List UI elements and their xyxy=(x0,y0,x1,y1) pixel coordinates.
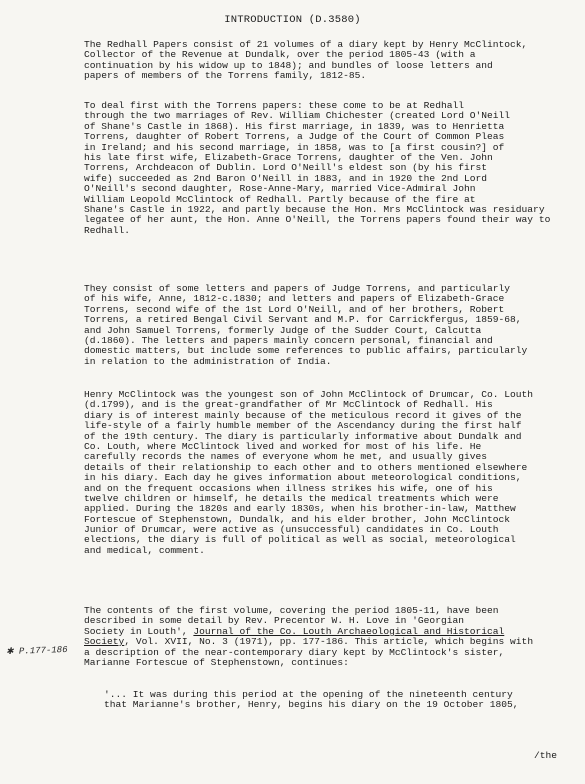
text-line: O'Neill's second daughter, Rose-Anne-Mary, married Vice-Admiral John xyxy=(84,183,476,195)
text-line: elections, the diary is full of political as well as social, meteorological xyxy=(84,534,516,546)
text-line: (d.1860). The letters and papers mainly concern personal, financial and xyxy=(84,334,493,346)
text-line: Shane's Castle in 1922, and partly because the Hon. Mrs McClintock was residuary xyxy=(84,203,545,215)
text-line: Torrens, Archdeacon of Dublin. Lord O'Neill's eldest son (by his first xyxy=(84,162,488,174)
text-line: domestic matters, but include some references to public affairs, particularly xyxy=(84,345,528,357)
text-line: of his wife, Anne, 1812-c.1830; and letters and papers of Elizabeth-Grace xyxy=(84,293,505,305)
text-line: details of their relationship to each other and to others mentioned elsewhere xyxy=(84,461,528,473)
handwritten-margin-note: ✱ P.177-186 xyxy=(5,644,68,658)
text-line: Marianne Fortescue of Stephenstown, continues: xyxy=(84,656,349,668)
text-line: and John Samuel Torrens, formerly Judge of the Sudder Court, Calcutta xyxy=(84,324,482,336)
text-line: They consist of some letters and papers of Judge Torrens, and particularly xyxy=(84,283,511,294)
text-line: twelve children or himself, he details the medical treatments which were xyxy=(84,492,499,504)
text-span: Society in Louth', xyxy=(84,625,194,637)
text-line: Torrens, daughter of Robert Torrens, a Judge of the Court of Common Pleas xyxy=(84,131,505,143)
journal-title: Society xyxy=(84,636,125,648)
page-continuation-mark: /the xyxy=(533,750,557,761)
text-line: legatee of her aunt, the Hon. Anne O'Neill, the Torrens papers found their way to xyxy=(84,214,551,226)
text-line: Co. Louth, where McClintock lived and worked for most of his life. He xyxy=(84,440,482,452)
text-line: '... It was during this period at the opening of the nineteenth century xyxy=(104,689,513,700)
text-line: that Marianne's brother, Henry, begins his diary on the 19 October 1805, xyxy=(104,699,519,711)
text-line: and on the frequent occasions when illness strikes his wife, one of his xyxy=(84,482,493,494)
quoted-passage xyxy=(104,690,574,711)
text-line: Collector of the Revenue at Dundalk, over the period 1805-43 (with a xyxy=(84,49,476,61)
text-line: life-style of a fairly humble member of the Ascendancy during the first half xyxy=(84,420,522,432)
paragraph-first-volume xyxy=(84,606,574,668)
text-line: described in some detail by Rev. Precentor W. H. Love in 'Georgian xyxy=(84,615,464,627)
text-line: William Leopold McClintock of Redhall. Partly because of the fire at xyxy=(84,193,476,205)
text-line: in relation to the administration of India. xyxy=(84,355,332,367)
text-line: in his diary. Each day he gives information about meteorological conditions, xyxy=(84,472,522,484)
journal-title: Journal of the Co. Louth Archaeological and Historical xyxy=(193,625,505,637)
text-line: wife) succeeded as 2nd Baron O'Neill in 1883, and in 1920 the 2nd Lord xyxy=(84,172,488,184)
text-line: continuation by his widow up to 1848); and bundles of loose letters and xyxy=(84,59,493,71)
text-line: Torrens, a retired Bengal Civil Servant and M.P. for Carrickfergus, 1859-68, xyxy=(84,314,522,326)
text-line: The contents of the first volume, covering the period 1805-11, have been xyxy=(84,605,499,616)
text-line: Junior of Drumcar, were active as (unsuccessful) candidates in Co. Louth xyxy=(84,524,499,536)
text-line: papers of members of the Torrens family, 1812-85. xyxy=(84,70,367,82)
paragraph-overview xyxy=(84,40,574,82)
text-line: and medical, comment. xyxy=(84,544,205,556)
text-line: Fortescue of Stephenstown, Dundalk, and his elder brother, John McClintock xyxy=(84,513,511,525)
text-line: through the two marriages of Rev. William Chichester (created Lord O'Neill xyxy=(84,110,511,122)
text-line: (d.1799), and is the great-grandfather of Mr McClintock of Redhall. His xyxy=(84,399,493,411)
text-line: of the 19th century. The diary is particularly informative about Dundalk and xyxy=(84,430,522,442)
text-line: a description of the near-contemporary diary kept by McClintock's sister, xyxy=(84,646,505,658)
paragraph-torrens-contents xyxy=(84,284,574,367)
text-line: carefully records the names of everyone whom he met, and usually gives xyxy=(84,451,488,463)
text-line: applied. During the 1820s and early 1830s, when his brother-in-law, Matthew xyxy=(84,503,516,515)
text-line: in Ireland; and his second marriage, in 1858, was to [a first cousin?] of xyxy=(84,141,505,153)
text-line: of Shane's Castle in 1868). His first marriage, in 1839, was to Henrietta xyxy=(84,120,505,132)
text-line: his late first wife, Elizabeth-Grace Torrens, daughter of the Ven. John xyxy=(84,151,493,163)
text-line: Redhall. xyxy=(84,224,131,236)
text-line: Torrens, second wife of the 1st Lord O'Neill, and of her brothers, Robert xyxy=(84,303,505,315)
page-title: INTRODUCTION (D.3580) xyxy=(224,14,361,26)
paragraph-diary xyxy=(84,390,574,556)
text-line xyxy=(84,637,574,647)
text-span: , Vol. XVII, No. 3 (1971), pp. 177-186. This article, which begins with xyxy=(124,636,534,648)
paragraph-torrens-origin xyxy=(84,101,574,236)
text-line: Henry McClintock was the youngest son of John McClintock of Drumcar, Co. Louth xyxy=(84,389,534,400)
text-line: The Redhall Papers consist of 21 volumes of a diary kept by Henry McClintock, xyxy=(84,39,528,50)
text-line: To deal first with the Torrens papers: these come to be at Redhall xyxy=(84,100,464,111)
text-line: diary is of interest mainly because of the meticulous record it gives of the xyxy=(84,409,522,421)
